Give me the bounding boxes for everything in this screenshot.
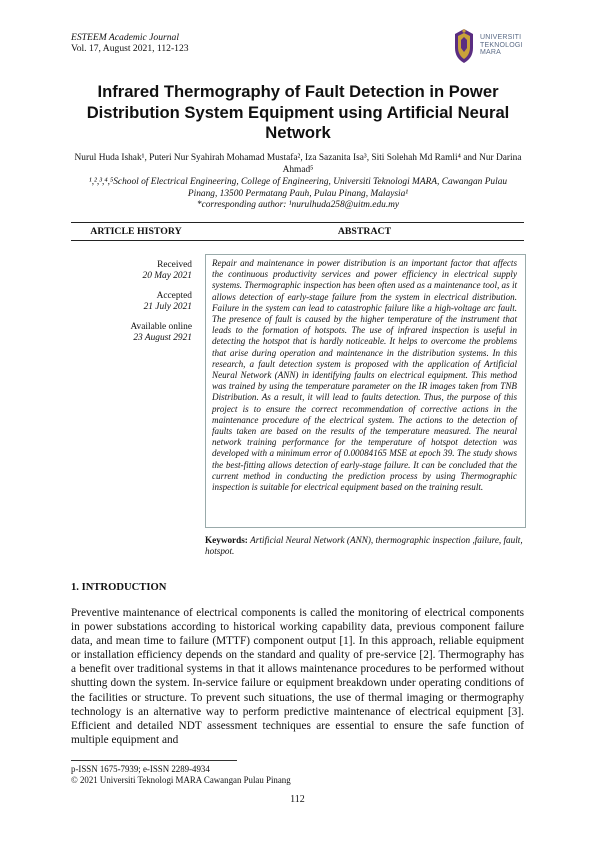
online-label: Available online [130,321,192,332]
section-heading: 1. INTRODUCTION [71,582,167,593]
accepted-date: 21 July 2021 [143,302,192,313]
issn: p-ISSN 1675-7939; e-ISSN 2289-4934 [71,764,210,774]
copyright: © 2021 Universiti Teknologi MARA Cawangan Pulau Pinang [71,775,291,785]
received-date: 20 May 2021 [142,271,192,282]
article-history [110,260,192,352]
volume-info: Vol. 17, August 2021, 112-123 [71,43,189,54]
article-history-heading: ARTICLE HISTORY [90,226,182,237]
journal-info [71,32,189,54]
affiliation: ¹,²,³,⁴,⁵School of Electrical Engineering, College of Engineering, Universiti Teknologi MARA, Cawangan Pulau Pinang, 13500 Permatang Pauh, Pulau Pinang, Malaysia¹ [88,177,508,199]
abstract-heading: ABSTRACT [337,226,392,237]
page-number: 112 [290,794,305,805]
corresponding-author: *corresponding author: ¹nurulhuda258@uitm.edu.my [196,200,400,210]
keywords-list: Artificial Neural Network (ANN), thermographic inspection ,failure, fault, hotspot. [205,535,523,557]
keywords-label: Keywords: [205,535,248,545]
author-list: Nurul Huda Ishak¹, Puteri Nur Syahirah Mohamad Mustafa², Iza Sazanita Isa³, Siti Solehah Md Ramli⁴ and Nur Darina Ahmad⁵ [74,153,522,175]
accepted-label: Accepted [156,290,192,301]
received-label: Received [157,260,192,270]
journal-name: ESTEEM Academic Journal [71,32,179,43]
keywords [205,535,524,558]
paper-title: Infrared Thermography of Fault Detection in Power Distribution System Equipment using Artificial Neural Network [86,82,510,142]
crest-icon [453,28,475,64]
top-divider [71,222,524,223]
abstract-text: Repair and maintenance in power distribution is an important factor that affects the continuous productivity services and power efficiency in electrical supply systems. Thermographic inspection has been often used as a maintenance tool, as it allows detection of early-stage failure from the system in electrical distribution. Failure in the system can lead to catastrophic failure like a high-voltage arc fault. The presence of fault is caused by the higher temperature of the instrument that leads to the formation of hotspots. The use of infrared inspection is useful in detecting the hotspot that is hardly noticeable. It helps to overcome the problems that arise during operation and maintenance in the distribution systems. In this research, a fault detection system is proposed with the application of Artificial Neural Network (ANN) in identifying faults on electrical equipment. This method was trained by using the temperature parameter on the IR images taken from TNB Distribution. As a result, it will lead to faults detection. Thus, the purpose of this project is to ensure the correct recommendation of corrective actions in the maintenance procedure of the electrical system. The actions to the detection of faults taken are based on the results of the temperature measured. The neural network training performance for the temperature of hotspot detection was developed with a minimum error of 0.00084165 MSE at epoch 39. The study shows the best-fitting allows detection of early-stage failure. It can be concluded that the current method in conducting the prediction process by using Thermographic inspection is suitable for electrical equipment based on the training result. [212,258,517,493]
university-logo [453,28,533,66]
logo-wordmark: UNIVERSITI TEKNOLOGI MARA [480,34,523,57]
footnote [71,764,291,786]
introduction-paragraph: Preventive maintenance of electrical components is called the monitoring of electrical components in power substations according to historical working capability data, previous component failure data, and mean time to failure (MTTF) component output [1]. In this approach, reliable equipment or installation efficiency depends on the standard and quality of pre-service [2]. Thermography has a benefit over traditional systems in that it allows maintenance procedures to be performed without shutting down the system. In-service failure or equipment breakdown under operating conditions of the facilities or structure. To prevent such situations, the use of thermal imaging or thermography technology is an alternative way to perform predictive maintenance of electrical equipment [3]. Efficient and detailed NDT assessment techniques are essential to ensure the safe function of multiple equipment and [71,607,524,746]
footnote-divider [71,760,237,761]
online-date: 23 August 2921 [133,333,192,344]
header-divider [71,240,524,241]
